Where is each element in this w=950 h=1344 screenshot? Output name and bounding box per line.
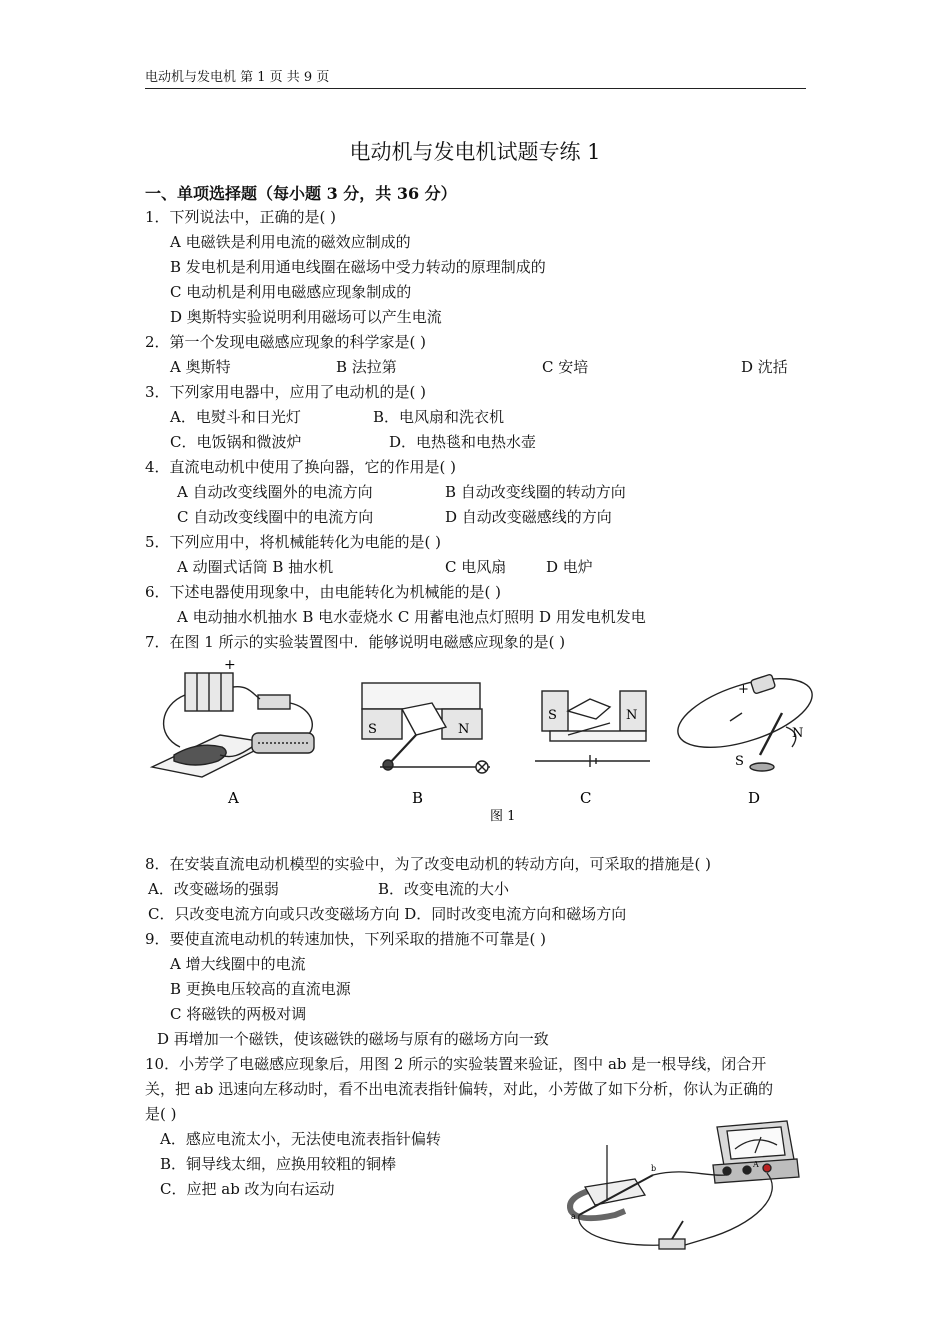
fig2-end-a: a: [571, 1212, 576, 1221]
q8-option-cd: C．只改变电流方向或只改变磁场方向 D．同时改变电流方向和磁场方向: [148, 905, 627, 923]
q5-stem: 5．下列应用中，将机械能转化为电能的是( ): [145, 533, 442, 551]
q1-option-a: A 电磁铁是利用电流的磁效应制成的: [170, 233, 411, 251]
q9-option-c: C 将磁铁的两极对调: [170, 1005, 307, 1023]
fig1-b-n-pole: N: [458, 722, 470, 737]
fig1-label-b: B: [412, 789, 424, 807]
fig1-label-d: D: [748, 789, 761, 807]
q9-option-a: A 增大线圈中的电流: [170, 955, 306, 973]
q1-option-c: C 电动机是利用电磁感应现象制成的: [170, 283, 412, 301]
q8-option-a: A．改变磁场的强弱: [148, 880, 279, 898]
page-header: 电动机与发电机 第 1 页 共 9 页: [145, 70, 330, 85]
q3-option-d: D．电热毯和电热水壶: [389, 433, 537, 451]
q9-option-d: D 再增加一个磁铁，使该磁铁的磁场与原有的磁场方向一致: [157, 1030, 549, 1048]
q8-option-b: B．改变电流的大小: [378, 880, 510, 898]
fig1-label-c: C: [580, 789, 592, 807]
section-heading: 一、单项选择题（每小题 3 分，共 36 分）: [145, 184, 457, 203]
q3-option-c: C．电饭锅和微波炉: [170, 433, 302, 451]
fig1-plus-sign: +: [224, 657, 236, 673]
q10-stem-line1: 10．小芳学了电磁感应现象后，用图 2 所示的实验装置来验证，图中 ab 是一根导线，闭合开: [145, 1055, 767, 1073]
q2-option-d: D 沈括: [741, 358, 788, 376]
fig1-c-n-pole: N: [626, 708, 638, 723]
q10-option-b: B．铜导线太细，应换用较粗的铜棒: [160, 1155, 397, 1173]
q4-stem: 4．直流电动机中使用了换向器，它的作用是( ): [145, 458, 457, 476]
fig1-b-s-pole: S: [368, 722, 377, 737]
fig1-d-s-pole: S: [735, 754, 744, 769]
q3-option-a: A．电熨斗和日光灯: [170, 408, 301, 426]
q6-stem: 6．下述电器使用现象中，由电能转化为机械能的是( ): [145, 583, 502, 601]
q3-stem: 3．下列家用电器中，应用了电动机的是( ): [145, 383, 427, 401]
q4-option-c: C 自动改变线圈中的电流方向: [177, 508, 374, 526]
fig2-ammeter: [713, 1121, 799, 1183]
q2-option-b: B 法拉第: [336, 358, 397, 376]
fig1-caption: 图 1: [490, 809, 516, 824]
fig1-d-plus: +: [738, 682, 749, 697]
doc-title: 电动机与发电机试题专练 1: [349, 140, 601, 164]
q1-option-b: B 发电机是利用通电线圈在磁场中受力转动的原理制成的: [170, 258, 546, 276]
q3-option-b: B．电风扇和洗衣机: [373, 408, 505, 426]
fig1-d-n-pole: N: [792, 726, 804, 741]
fig1-apparatus-a: [152, 673, 314, 777]
q1-option-d: D 奥斯特实验说明利用磁场可以产生电流: [170, 308, 442, 326]
figure-1: [140, 655, 820, 830]
fig1-c-s-pole: S: [548, 708, 557, 723]
q2-stem: 2．第一个发现电磁感应现象的科学家是( ): [145, 333, 427, 351]
q4-option-b: B 自动改变线圈的转动方向: [445, 483, 626, 501]
q2-option-c: C 安培: [542, 358, 589, 376]
figure-2: [555, 1115, 815, 1255]
q10-option-c: C．应把 ab 改为向右运动: [160, 1180, 335, 1198]
q1-stem: 1．下列说法中，正确的是( ): [145, 208, 337, 226]
q10-option-a: A．感应电流太小，无法使电流表指针偏转: [160, 1130, 441, 1148]
q10-stem-line2: 关，把 ab 迅速向左移动时，看不出电流表指针偏转，对此，小芳做了如下分析，你认为正确的: [145, 1080, 774, 1098]
fig1-apparatus-b: [362, 683, 490, 773]
q4-option-a: A 自动改变线圈外的电流方向: [177, 483, 373, 501]
q9-option-b: B 更换电压较高的直流电源: [170, 980, 351, 998]
q2-option-a: A 奥斯特: [170, 358, 231, 376]
fig2-end-b: b: [651, 1164, 657, 1173]
q5-option-ab: A 动圈式话筒 B 抽水机: [177, 558, 334, 576]
q8-stem: 8．在安装直流电动机模型的实验中，为了改变电动机的转动方向，可采取的措施是( ): [145, 855, 712, 873]
q4-option-d: D 自动改变磁感线的方向: [445, 508, 612, 526]
fig2-meter-label: A: [753, 1160, 759, 1169]
q5-option-c: C 电风扇: [445, 558, 507, 576]
q9-stem: 9．要使直流电动机的转速加快，下列采取的措施不可靠是( ): [145, 930, 547, 948]
fig1-apparatus-d: [670, 665, 820, 771]
q10-stem-line3: 是( ): [145, 1105, 177, 1123]
q5-option-d: D 电炉: [546, 558, 593, 576]
fig1-apparatus-c: [535, 691, 650, 767]
fig1-label-a: A: [228, 789, 239, 807]
header-rule: [145, 88, 806, 89]
q6-options: A 电动抽水机抽水 B 电水壶烧水 C 用蓄电池点灯照明 D 用发电机发电: [177, 608, 646, 626]
q7-stem: 7．在图 1 所示的实验装置图中．能够说明电磁感应现象的是( ): [145, 633, 566, 651]
